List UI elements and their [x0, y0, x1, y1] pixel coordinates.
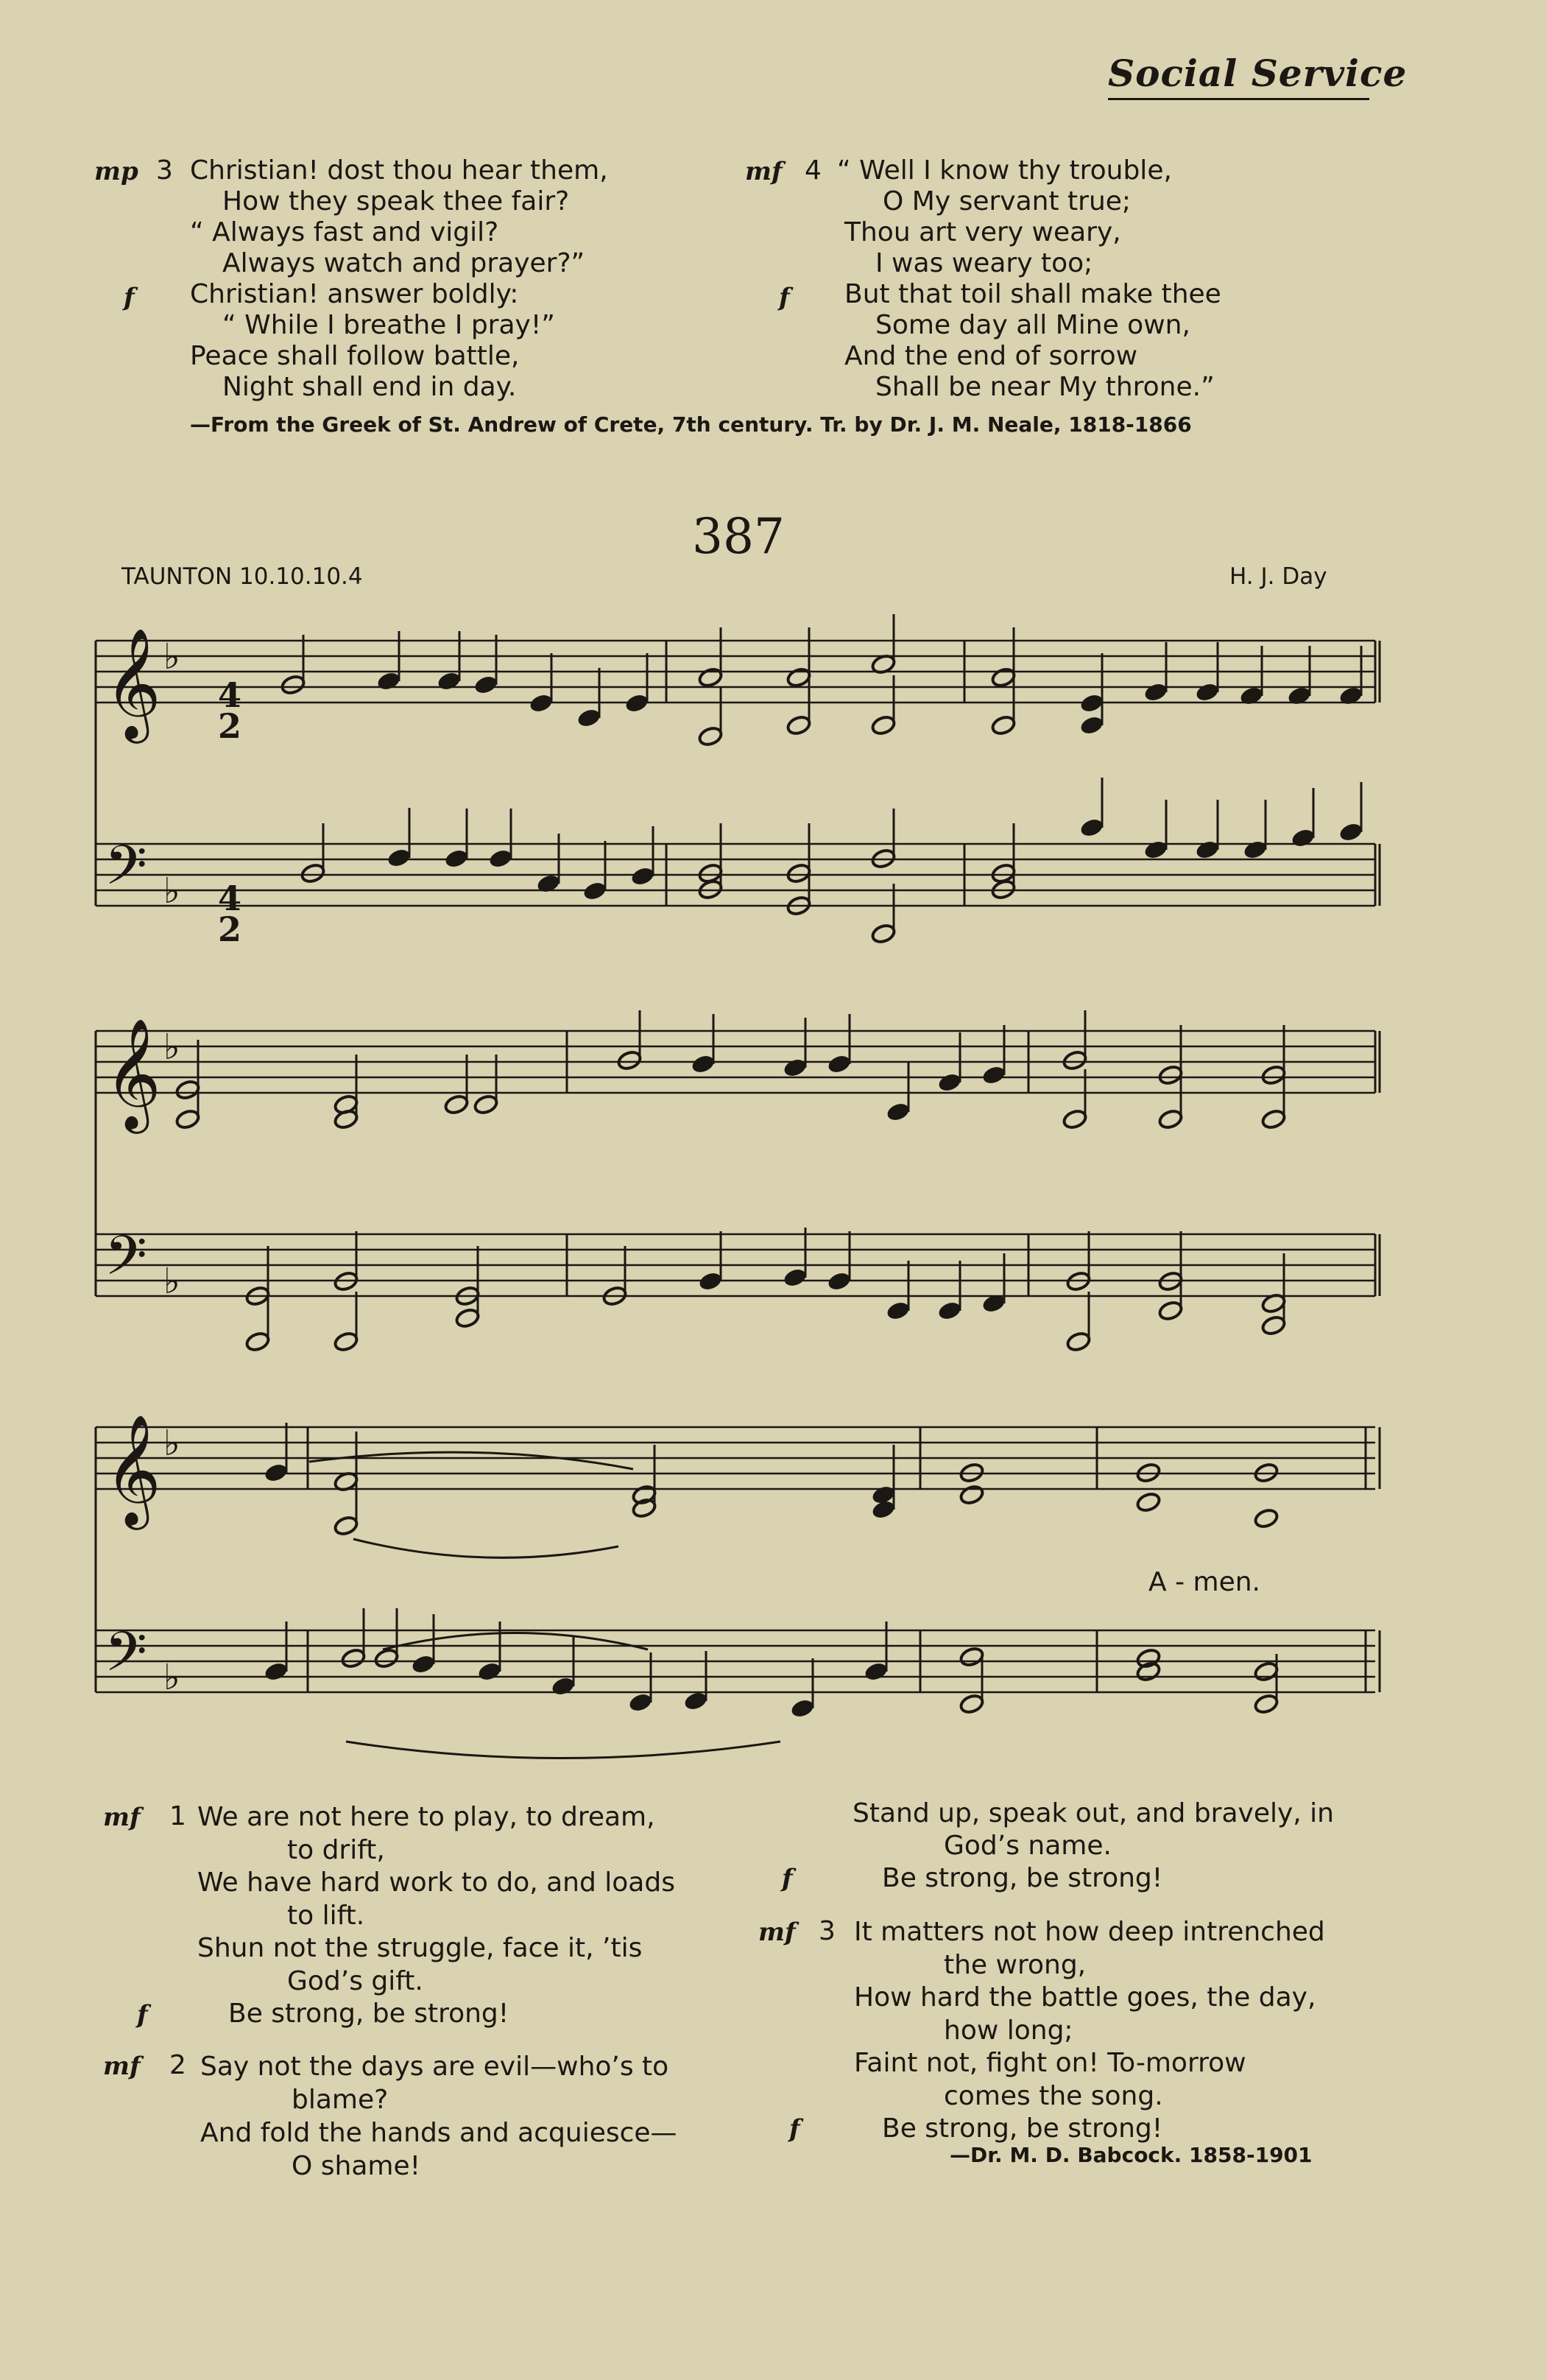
note-head — [410, 1653, 436, 1675]
verse-line: comes the song. — [944, 2080, 1163, 2111]
note-head — [535, 873, 561, 895]
verse-line: How hard the battle goes, the day, — [854, 1982, 1316, 2013]
tie — [353, 1539, 618, 1557]
time-signature-bottom: 2 — [218, 909, 242, 949]
dynamic-mark: f — [137, 2000, 148, 2029]
note-head — [990, 714, 1016, 736]
tie — [346, 1742, 780, 1758]
note-head — [786, 666, 811, 689]
verse-line: Be strong, be strong! — [882, 1863, 1163, 1893]
note-head — [375, 670, 401, 692]
note-head — [443, 1094, 469, 1116]
note-head — [1062, 1049, 1087, 1071]
note-head — [870, 714, 896, 736]
stanza-number: 2 — [169, 2050, 186, 2080]
treble-clef: 𝄞 — [105, 627, 161, 739]
hymn-stanza-2-continued — [853, 1798, 1334, 1895]
verse-line: And the end of sorrow — [844, 341, 1138, 371]
note-head — [1260, 1064, 1286, 1086]
note-head — [443, 848, 469, 870]
note-head — [629, 865, 655, 887]
note-head — [697, 666, 723, 689]
stanza-number: 4 — [805, 155, 822, 186]
note-head — [627, 1691, 653, 1714]
verse-line: Christian! answer boldly: — [190, 279, 519, 309]
dynamic-mark: mf — [745, 157, 783, 186]
verse-line: Be strong, be strong! — [228, 1999, 509, 2029]
dynamic-mark: f — [124, 283, 135, 312]
tune-name: TAUNTON 10.10.10.4 — [121, 563, 363, 590]
verse-line: Say not the days are evil—who’s to — [200, 2052, 669, 2082]
verse-line: It matters not how deep intrenched — [854, 1917, 1325, 1947]
time-signature-top: 4 — [218, 675, 242, 715]
dynamic-mark: f — [779, 283, 790, 312]
verse-line: Night shall end in day. — [222, 372, 517, 402]
note-head — [1157, 1300, 1183, 1322]
note-head — [1079, 714, 1104, 736]
verse-line: blame? — [292, 2085, 389, 2115]
note-head — [333, 1515, 359, 1537]
verse-line: And fold the hands and acquiesce— — [200, 2118, 677, 2148]
flat-sign: ♭ — [163, 1261, 180, 1302]
note-head — [1253, 1507, 1279, 1529]
note-head — [1157, 1064, 1183, 1086]
verse-line: Shall be near My throne.” — [875, 372, 1215, 402]
note-head — [1065, 1331, 1091, 1353]
time-signature-bottom: 2 — [218, 706, 242, 746]
verse-line: Thou art very weary, — [844, 217, 1121, 247]
note-head — [885, 1101, 911, 1123]
flat-sign: ♭ — [163, 870, 180, 912]
hymn-stanza-2 — [200, 2050, 677, 2183]
note-head — [1079, 817, 1104, 839]
note-head — [340, 1647, 366, 1669]
note-head — [300, 862, 325, 884]
verse-line: God’s gift. — [287, 1965, 423, 1996]
verse-line: Be strong, be strong! — [882, 2113, 1163, 2144]
note-head — [528, 692, 554, 714]
note-head — [1194, 681, 1220, 703]
verse-line: Some day all Mine own, — [875, 310, 1190, 340]
note-head — [1260, 1314, 1286, 1337]
note-head — [990, 666, 1016, 689]
dynamic-mark: f — [782, 1864, 793, 1893]
time-signature-top: 4 — [218, 879, 242, 918]
note-head — [1338, 821, 1363, 843]
dynamic-mark: mf — [103, 1803, 141, 1832]
note-head — [690, 1053, 716, 1075]
note-head — [782, 1267, 808, 1289]
note-head — [576, 707, 601, 729]
amen-lyric: A - men. — [1148, 1567, 1260, 1597]
note-head — [959, 1646, 984, 1668]
treble-clef: 𝄞 — [105, 1017, 161, 1129]
note-head — [1062, 1108, 1087, 1130]
verse-line: We have hard work to do, and loads — [197, 1867, 675, 1898]
section-title: Social Service — [1108, 52, 1408, 95]
note-head — [1135, 1491, 1161, 1513]
verse-line: O My servant true; — [883, 186, 1132, 216]
note-head — [263, 1462, 289, 1484]
verse-line: Always watch and prayer?” — [222, 248, 585, 278]
note-head — [473, 674, 498, 696]
note-head — [936, 1071, 962, 1094]
verse-line: Christian! dost thou hear them, — [190, 155, 608, 186]
hymn-number: 387 — [692, 508, 785, 565]
note-head — [1290, 827, 1316, 849]
verse-line: “ While I breathe I pray!” — [222, 310, 555, 340]
note-head — [959, 1693, 984, 1715]
verse-line: Shun not the struggle, face it, ’tis — [197, 1933, 643, 1963]
verse-line: to drift, — [287, 1834, 385, 1865]
note-head — [436, 670, 462, 692]
verse-line: But that toil shall make thee — [844, 279, 1221, 309]
note-head — [682, 1690, 708, 1712]
verse-line: I was weary too; — [875, 248, 1093, 278]
note-head — [476, 1661, 502, 1683]
dynamic-mark: mf — [758, 1918, 796, 1947]
note-head — [782, 1057, 808, 1079]
note-head — [174, 1108, 200, 1130]
note-head — [1157, 1108, 1183, 1130]
note-head — [174, 1079, 200, 1101]
note-head — [1143, 681, 1168, 703]
note-head — [789, 1697, 815, 1719]
note-head — [280, 674, 306, 696]
note-head — [550, 1675, 576, 1697]
dynamic-mark: mf — [103, 2052, 141, 2081]
note-head — [863, 1661, 889, 1683]
note-head — [885, 1300, 911, 1322]
note-head — [473, 1094, 498, 1116]
bass-clef: 𝄢 — [105, 834, 147, 911]
bass-clef: 𝄢 — [105, 1620, 147, 1697]
flat-sign: ♭ — [163, 1027, 180, 1068]
flat-sign: ♭ — [163, 1657, 180, 1698]
stanza-number: 3 — [819, 1916, 836, 1946]
treble-clef: 𝄞 — [105, 1413, 161, 1525]
note-head — [1079, 692, 1104, 714]
note-head — [582, 880, 607, 902]
flat-sign: ♭ — [163, 636, 180, 677]
note-head — [981, 1064, 1006, 1086]
verse-line: How they speak thee fair? — [222, 186, 570, 216]
note-head — [1253, 1693, 1279, 1715]
note-head — [826, 1270, 852, 1292]
note-head — [487, 848, 513, 870]
note-head — [826, 1053, 852, 1075]
note-head — [786, 714, 811, 736]
note-head — [454, 1307, 480, 1329]
note-head — [870, 923, 896, 945]
verse-line: “ Well I know thy trouble, — [837, 155, 1172, 186]
note-head — [1143, 839, 1168, 861]
note-head — [959, 1484, 984, 1506]
verse-line: to lift. — [287, 1900, 365, 1931]
note-head — [697, 1270, 723, 1292]
note-head — [1338, 685, 1363, 707]
note-head — [697, 725, 723, 747]
stanza-number: 1 — [169, 1801, 186, 1831]
note-head — [624, 692, 649, 714]
dynamic-mark: mp — [94, 157, 138, 186]
note-head — [263, 1661, 289, 1683]
verse-line: God’s name. — [944, 1831, 1112, 1861]
bass-clef: 𝄢 — [105, 1224, 147, 1301]
verse-line: Stand up, speak out, and bravely, in — [853, 1798, 1334, 1828]
note-head — [244, 1331, 270, 1353]
note-head — [1238, 685, 1264, 707]
verse-line: O shame! — [292, 2151, 421, 2181]
note-head — [386, 847, 412, 869]
note-head — [936, 1300, 962, 1322]
dynamic-mark: f — [789, 2114, 800, 2144]
stanza-number: 3 — [156, 155, 173, 186]
note-head — [1260, 1108, 1286, 1130]
note-head — [616, 1049, 642, 1071]
verse-line: Faint not, fight on! To-morrow — [854, 2048, 1246, 2078]
verse-line: how long; — [944, 2015, 1073, 2046]
note-head — [786, 862, 811, 884]
translation-credit: —From the Greek of St. Andrew of Crete, 7th century. Tr. by Dr. J. M. Neale, 1818-1866 — [190, 412, 1192, 437]
note-head — [1253, 1661, 1279, 1683]
verse-line: We are not here to play, to dream, — [197, 1802, 655, 1832]
note-head — [333, 1331, 359, 1353]
verse-line: the wrong, — [944, 1949, 1087, 1980]
flat-sign: ♭ — [163, 1423, 180, 1464]
note-head — [373, 1647, 399, 1669]
hymn-stanza-1 — [197, 1801, 675, 2031]
tie — [309, 1452, 633, 1469]
verse-line: Peace shall follow battle, — [190, 341, 520, 371]
note-head — [1286, 685, 1312, 707]
composer: H. J. Day — [1229, 563, 1327, 590]
hymn-stanza-3 — [854, 1916, 1325, 2146]
author-credit: —Dr. M. D. Babcock. 1858-1901 — [950, 2143, 1313, 2167]
note-head — [1194, 839, 1220, 861]
verse-line: “ Always fast and vigil? — [190, 217, 499, 247]
note-head — [1242, 839, 1268, 861]
tie — [383, 1633, 648, 1650]
